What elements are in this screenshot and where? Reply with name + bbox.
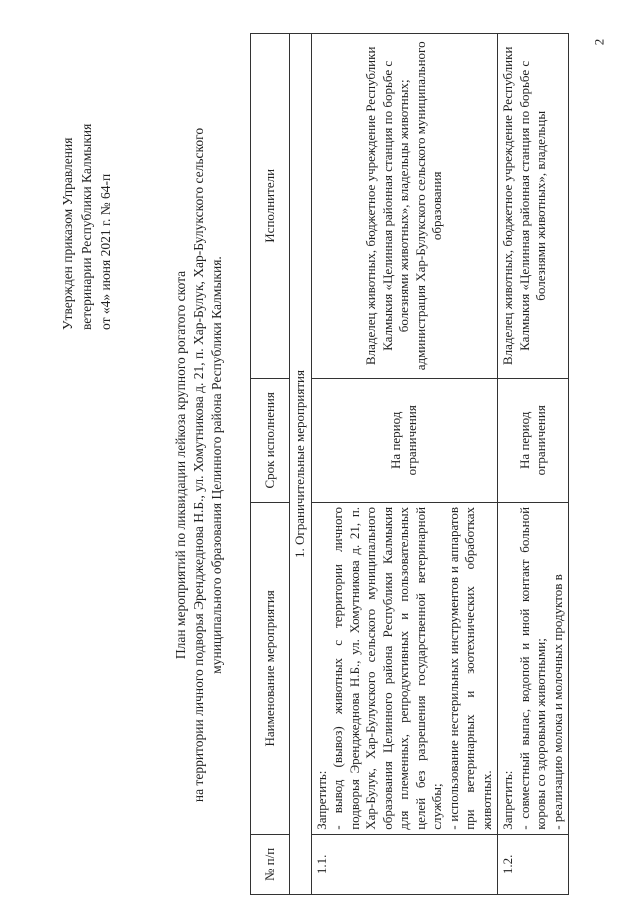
row-name-line: - реализацию молока и молочных продуктов в: [549, 574, 565, 830]
table-header-row: [251, 34, 290, 895]
approval-line: Утвержден приказом Управления: [60, 137, 75, 330]
plan-table: [250, 33, 569, 895]
row-term: На период ограничения: [311, 378, 498, 502]
row-exec: Владелец животных, бюджетное учреждение Республики Калмыкия «Целинная районная станция по борьбе с болезнями животных», владельцы животных; администрация Хар-Булукского сельского муниципального образования: [311, 34, 498, 379]
row-term: На период ограничения: [498, 378, 569, 502]
table-row: [498, 34, 569, 895]
section-title: 1. Ограничительные мероприятия: [290, 34, 312, 895]
row-name-line: Запретить:: [500, 770, 515, 830]
approval-line: ветеринарии Республики Калмыкия: [79, 123, 94, 330]
title-line: на территории личного подворья Эренджеднова Н.Б., ул. Хомутникова д. 21, п. Хар-Булук, Хар-Булукского сельского: [191, 127, 206, 803]
row-name: [498, 502, 569, 834]
title-line: План мероприятий по ликвидации лейкоза крупного рогатого скота: [173, 270, 188, 660]
row-name-line: - использование нестерильных инструментов и аппаратов при ветеринарных и зоотехнических обработках животных.: [445, 506, 494, 830]
row-name-line: - вывод (вывоз) животных с территории личного подворья Эренджеднова Н.Б., ул. Хомутникова д. 21, п. Хар-Булук, Хар-Булукского сельского муниципального образования Целинного района Республики Калмыкия для племенных, репродуктивных и пользовательных целей без разрешения государственной ветеринарной службы;: [330, 506, 444, 830]
row-num: 1.1.: [311, 834, 498, 894]
header-name: Наименование мероприятия: [251, 502, 290, 834]
header-term: Срок исполнения: [251, 378, 290, 502]
row-num: 1.2.: [498, 834, 569, 894]
section-row: [290, 34, 312, 895]
row-name: [311, 502, 498, 834]
row-name-line: - совместный выпас, водопой и иной контакт больной коровы со здоровыми животными;: [516, 506, 548, 830]
table-row: [311, 34, 498, 895]
header-exec: Исполнители: [251, 34, 290, 379]
header-num: № п/п: [251, 834, 290, 894]
title-line: муниципального образования Целинного района Республики Калмыкия.: [209, 256, 224, 674]
row-name-line: Запретить:: [313, 770, 329, 830]
approval-block: [58, 10, 115, 330]
page-number: 2: [591, 38, 607, 46]
row-exec: Владелец животных, бюджетное учреждение Республики Калмыкия «Целинная районная станция по борьбе с болезнями животных», владельцы: [498, 34, 569, 379]
document-title: [172, 45, 226, 885]
approval-line: от «4» июня 2021 г. № 64-п: [98, 173, 113, 330]
